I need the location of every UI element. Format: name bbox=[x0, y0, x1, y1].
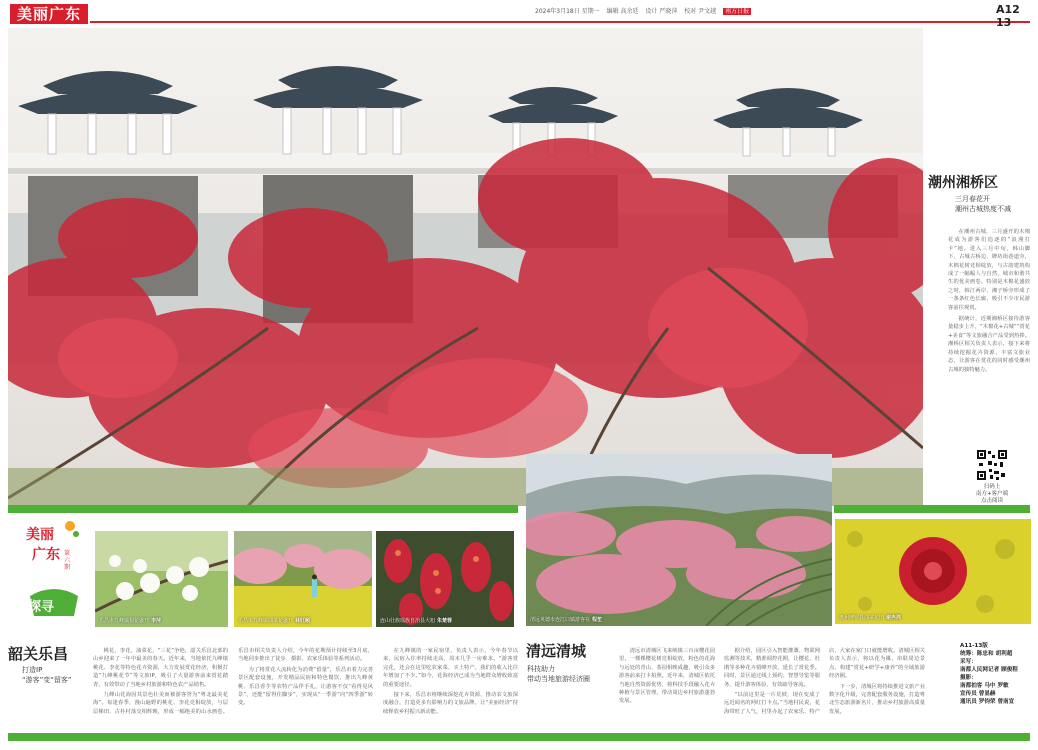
qr-code[interactable] bbox=[976, 449, 1008, 481]
sidebar-body bbox=[948, 228, 1030, 377]
photo-cherry-blossom-hills bbox=[526, 454, 832, 626]
qr-caption bbox=[963, 484, 1021, 505]
header-design: 设计 严晓萍 bbox=[645, 8, 678, 15]
article2-subtitle-line2: 带动当地旅游经济圈 bbox=[527, 675, 590, 683]
photo-pear-blossom bbox=[95, 531, 228, 627]
sidebar-paragraph: 在潮州古城，三月盛开的木棉花成为游客们追逐的“浪漫打卡”地。进入三月中旬，韩山脚下、古城古桥边、牌坊街巷道旁，木棉花树竞相绽放，与古韵建筑构成了一幅幅人与自然、城市和谐共生的优美画卷。特别是木棉花盛放之时，韩江两岸、湘子桥旁形成了一条条红色长廊，吸引不少市民游客前往观赏。 bbox=[948, 229, 1030, 311]
photo-rapeseed-pattern bbox=[835, 519, 1031, 624]
series-badge: 第六期 bbox=[64, 550, 71, 571]
sidebar-subtitle bbox=[955, 194, 1035, 214]
article1-subtitle-line2: “游客”变“留客” bbox=[22, 676, 72, 684]
photo-caption bbox=[238, 617, 310, 624]
photo-caption bbox=[99, 617, 161, 624]
photo-caption bbox=[530, 616, 602, 623]
caption-credit: 李萍 bbox=[151, 618, 162, 624]
green-divider bbox=[8, 505, 518, 513]
caption-text: 清远英德市连江口镇游客在 bbox=[530, 617, 591, 623]
credits-line: 摄影： bbox=[960, 675, 977, 681]
photo-caption bbox=[380, 617, 452, 624]
main-photo-pavilion-bridge bbox=[8, 28, 923, 506]
article1-paragraph: 桃花、李花、油菜花，“三花”争艳，韶关乐昌北部的山乡迎来了一年中最美的春天。近年来，当地依托九峰镇桃花、李花等特色花卉资源，大力发展赏花经济，积极打造“九峰桃花节”等文旅IP，吸引了大量游客前来赏花踏青，有效带动了当地乡村旅游和特色农产品销售。 bbox=[93, 648, 228, 688]
page-credits bbox=[960, 642, 1032, 706]
qr-code-icon bbox=[976, 449, 1008, 481]
pavilion-bridge-illustration bbox=[8, 28, 923, 506]
green-footer-bar bbox=[8, 733, 1030, 741]
credits-line: 采写： bbox=[960, 659, 977, 665]
article2-paragraph: 据介绍，园区引入智能灌溉、物联网监测等技术，精准调控花期，让樱花、杜鹃等多种花卉错峰开放，延长了赏花季。同时，景区通过线上预约、智慧导览等服务，提升游客体验，有效疏导客流。 bbox=[724, 648, 820, 688]
qr-caption-line: 扫码上 bbox=[983, 484, 1001, 490]
header-date: 2024年3月18日 星期一 bbox=[535, 8, 600, 15]
caption-text: 连山壮族瑶族自治县大旭 bbox=[380, 618, 436, 624]
rapeseed-field-illustration bbox=[234, 531, 372, 627]
qr-caption-line: 点击阅读 bbox=[980, 498, 1003, 504]
green-divider bbox=[834, 505, 1030, 513]
article1-body bbox=[93, 647, 518, 731]
credits-line: 统筹：陈忠和 胡利超 bbox=[960, 651, 1013, 657]
header-tag: 南方日报 bbox=[725, 8, 750, 15]
article2-title: 清远清城 bbox=[526, 642, 587, 660]
article2-paragraph: 清远市清城区飞来峡镇三百亩樱花园里，一棵棵樱花树竞相绽放，粉色的花海与远处的青山、茶园相映成趣，吸引众多游客前来打卡拍照。近年来，清城区依托当地自然资源优势，将科技手段融入花卉种植与景区管理，带动周边乡村旅游蓬勃发展。 bbox=[619, 648, 715, 705]
credits-line: 南都人民网记者 顾俊程 bbox=[960, 667, 1018, 673]
caption-credit: 谢冉鸿 bbox=[886, 615, 902, 621]
article1-subtitle-line1: 打造IP bbox=[22, 666, 43, 674]
caption-text: 乐昌市九峰镇油菜花盛开 bbox=[238, 618, 294, 624]
header-rule bbox=[90, 21, 1030, 23]
article1-paragraph: 为了将赏花人流转化为消费“留量”，乐昌市着力完善景区配套设施，开发精品民宿和特色餐饮，推出九峰黄桃、乐昌香芋等农特产品伴手礼，让游客不仅“看得见风景”，还能“留得住脚步”，实现从“一季游”向“四季游”转变。 bbox=[238, 666, 373, 707]
photo-red-buds bbox=[376, 531, 514, 627]
series-logo-line2: 广东 bbox=[32, 547, 60, 563]
red-buds-illustration bbox=[376, 531, 514, 627]
rapeseed-pattern-illustration bbox=[835, 519, 1031, 624]
header-editor: 编辑 高余廷 bbox=[606, 8, 639, 15]
header-proof: 校对 尹文越 bbox=[684, 8, 717, 15]
cherry-hills-illustration bbox=[526, 454, 832, 626]
article1-paragraph: 在九峰镇的一家民宿里，负责人表示，今年春节以来，民宿入住率持续走高，周末几乎一房难求。“游客赏完花，还会在这里吃农家菜、买土特产，我们的收入比往年增加了不少。”如今，花海经济已成为当地群众增收致富的重要途径。 bbox=[383, 648, 518, 688]
article1-title: 韶关乐昌 bbox=[8, 645, 69, 663]
sidebar-subtitle-line2: 潮州古城热度不减 bbox=[955, 205, 1011, 213]
series-logo-line1: 美丽 bbox=[26, 527, 54, 543]
caption-credit: 朱楚蓉 bbox=[437, 618, 453, 624]
article2-body bbox=[619, 647, 925, 731]
page-number: A12 13 bbox=[996, 3, 1020, 29]
credits-line: 通讯员 罗钧荣 曾南宣 bbox=[960, 699, 1015, 705]
caption-text: 乐昌市九峰镇梨花盛开 bbox=[99, 618, 150, 624]
article2-subtitle bbox=[527, 664, 590, 684]
caption-text: 惠州博罗县油菜花田 bbox=[839, 615, 885, 621]
article2-paragraph: 下一步，清城区将持续推进文旅产业数字化升级，完善配套服务设施，打造粤北生态旅游新名片，推动乡村旅游高质量发展。 bbox=[829, 683, 925, 715]
caption-credit: 林旺颐 bbox=[295, 618, 311, 624]
article2-paragraph: “以前这里是一片荒坡，现在变成了远近闻名的网红打卡点。”当地村民说，花海带旺了人气，村里办起了农家乐、特产店，大家在家门口就能增收。清城区相关负责人表示，将以花为媒，串联周边景点，构建“赏花+研学+康养”的全域旅游经济圈。 bbox=[724, 648, 925, 715]
sidebar-subtitle-line1: 三月春花开 bbox=[955, 195, 990, 203]
article1-paragraph: 九峰山花海因其景色壮美而被游客誉为“粤北最美花海”。每逢春季，漫山遍野的桃花、李花竞相绽放，与层层梯田、古朴村落交相辉映，形成一幅绝美的山水画卷。乐昌市相关负责人介绍，今年的花期预计持续至3月底，当地同步推出了徒步、摄影、农家乐体验等系列活动。 bbox=[93, 648, 373, 715]
masthead-logo: 美丽广东 bbox=[10, 4, 88, 24]
article1-subtitle bbox=[22, 665, 72, 685]
sidebar-paragraph: 据统计，近期湘桥区接待游客量稳步上升，“木棉花+古城”“赏花+美食”等文旅融合产品受到热捧。湘桥区相关负责人表示，接下来将持续挖掘花卉资源，丰富文旅业态，让游客在赏花的同时感受潮州古城的独特魅力。 bbox=[948, 316, 1030, 373]
qr-caption-line: 南方+客户端 bbox=[975, 491, 1009, 497]
photo-rapeseed-field bbox=[234, 531, 372, 627]
credits-line: 宣传员 曾显赫 bbox=[960, 691, 996, 697]
pear-blossom-illustration bbox=[95, 531, 228, 627]
credits-line: 南都拍客 马中 罗敏 bbox=[960, 683, 1009, 689]
credits-line: A11-13版 bbox=[960, 643, 988, 649]
series-logo bbox=[20, 516, 88, 622]
photo-caption bbox=[839, 614, 901, 621]
series-tag: 探寻 bbox=[28, 600, 55, 615]
article2-subtitle-line1: 科技助力 bbox=[527, 665, 555, 673]
sidebar-title: 潮州湘桥区 bbox=[928, 175, 998, 191]
article1-paragraph: 接下来，乐昌市将继续深挖花卉资源，推动农文旅深度融合，打造更多有影响力的文旅品牌，让“美丽经济”持续释放乡村振兴新动能。 bbox=[383, 692, 518, 715]
caption-credit: 程笙 bbox=[592, 617, 603, 623]
header-info bbox=[535, 6, 990, 15]
